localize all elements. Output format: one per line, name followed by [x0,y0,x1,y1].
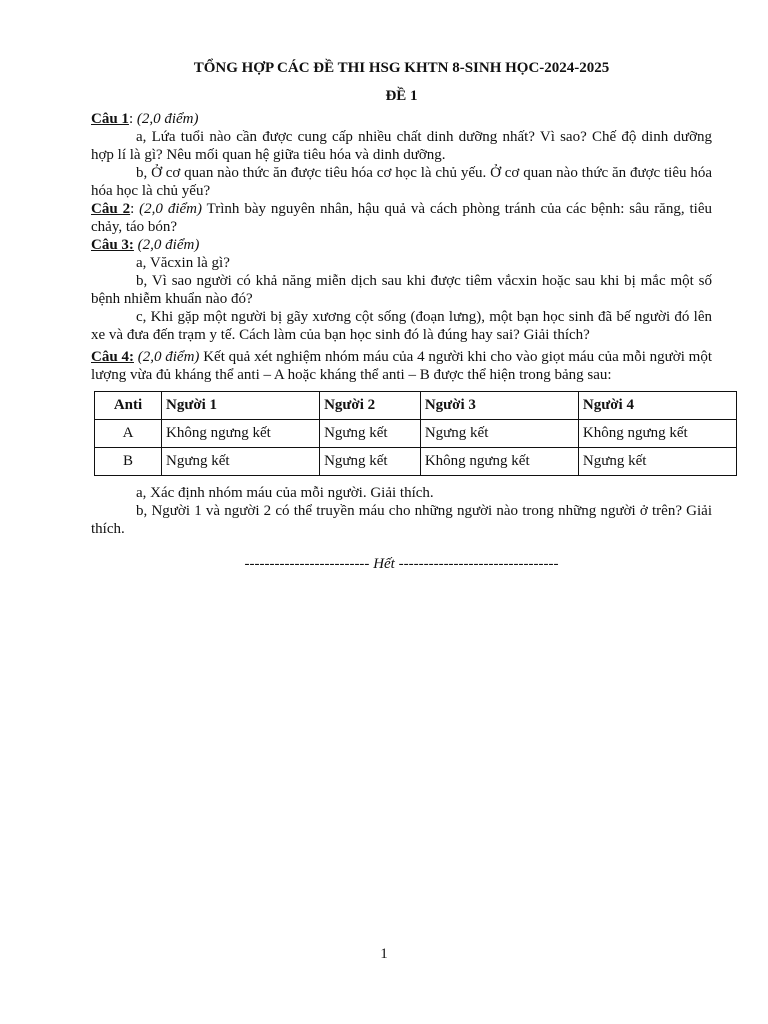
question-3-part-c: c, Khi gặp một người bị gãy xương cột sống (đoạn lưng), một bạn học sinh đã bế người đó lên xe và đưa đến trạm y tế. Cách làm của bạn học sinh đó là đúng hay sai? Giải thích? [91,309,712,343]
table-header-person-1: Người 1 [162,392,320,420]
table-cell: Không ngưng kết [578,420,736,448]
table-cell-anti: A [95,420,162,448]
question-2-separator: : [130,201,140,217]
question-2-label: Câu 2 [91,201,131,217]
question-4 [91,348,712,538]
question-4-part-b: b, Người 1 và người 2 có thể truyền máu cho những người nào trong những người ở trên? Giải thích. [91,503,712,537]
question-1-separator: : [128,111,137,127]
question-4-score: (2,0 điểm) [137,349,200,365]
question-1 [91,110,712,200]
table-row [95,448,737,476]
table-header-anti: Anti [95,392,162,420]
table-header-person-4: Người 4 [578,392,736,420]
question-1-heading [91,110,712,128]
question-3-heading [91,236,712,254]
question-4-part-a: a, Xác định nhóm máu của mỗi người. Giải thích. [136,485,434,501]
question-3-label: Câu 3: [91,237,134,253]
table-row [95,420,737,448]
exam-number: ĐỀ 1 [385,88,418,104]
table-cell: Ngưng kết [162,448,320,476]
question-2-score: (2,0 điểm) [139,201,202,217]
question-3-score: (2,0 điểm) [137,237,200,253]
question-2-body [91,200,712,236]
end-marker [91,555,712,573]
table-cell: Ngưng kết [578,448,736,476]
question-2 [91,200,712,236]
table-cell: Không ngưng kết [162,420,320,448]
question-1-part-b: b, Ở cơ quan nào thức ăn được tiêu hóa cơ học là chủ yếu. Ở cơ quan nào thức ăn được tiêu hóa hóa học là chủ yếu? [91,165,712,199]
table-cell: Ngưng kết [320,448,421,476]
question-1-score: (2,0 điểm) [136,111,199,127]
blood-test-table [94,391,737,476]
question-3-part-b: b, Vì sao người có khả năng miễn dịch sau khi được tiêm vắcxin hoặc sau khi bị mắc một số bệnh nhiễm khuẩn nào đó? [91,273,712,307]
question-2-text: Trình bày nguyên nhân, hậu quả và cách phòng tránh của các bệnh: sâu răng, tiêu chảy, táo bón? [91,201,712,235]
table-header-row [95,392,737,420]
question-1-label: Câu 1 [91,111,129,127]
table-header-person-2: Người 2 [320,392,421,420]
question-1-part-a: a, Lứa tuổi nào cần được cung cấp nhiều chất dinh dưỡng nhất? Vì sao? Chế độ dinh dưỡng hợp lí là gì? Nêu mối quan hệ giữa tiêu hóa và dinh dưỡng. [91,129,712,163]
table-cell: Ngưng kết [420,420,578,448]
table-cell: Ngưng kết [320,420,421,448]
question-4-body [91,348,712,384]
end-dashes-left: ------------------------- [244,556,374,572]
table-cell-anti: B [95,448,162,476]
end-dashes-right: -------------------------------- [394,556,559,572]
table-header-person-3: Người 3 [420,392,578,420]
table-cell: Không ngưng kết [420,448,578,476]
exam-page [91,56,712,573]
document-title: TỔNG HỢP CÁC ĐỀ THI HSG KHTN 8-SINH HỌC-2024-2025 [193,60,610,76]
end-word: Hết [373,556,395,572]
question-4-label: Câu 4: [91,349,134,365]
question-3 [91,236,712,344]
page-number: 1 [380,946,388,962]
question-4-text: Kết quả xét nghiệm nhóm máu của 4 người khi cho vào giọt máu của mỗi người một lượng vừa đủ kháng thể anti – A hoặc kháng thể anti – B được thể hiện trong bảng sau: [91,349,712,383]
question-3-part-a: a, Văcxin là gì? [136,255,230,271]
